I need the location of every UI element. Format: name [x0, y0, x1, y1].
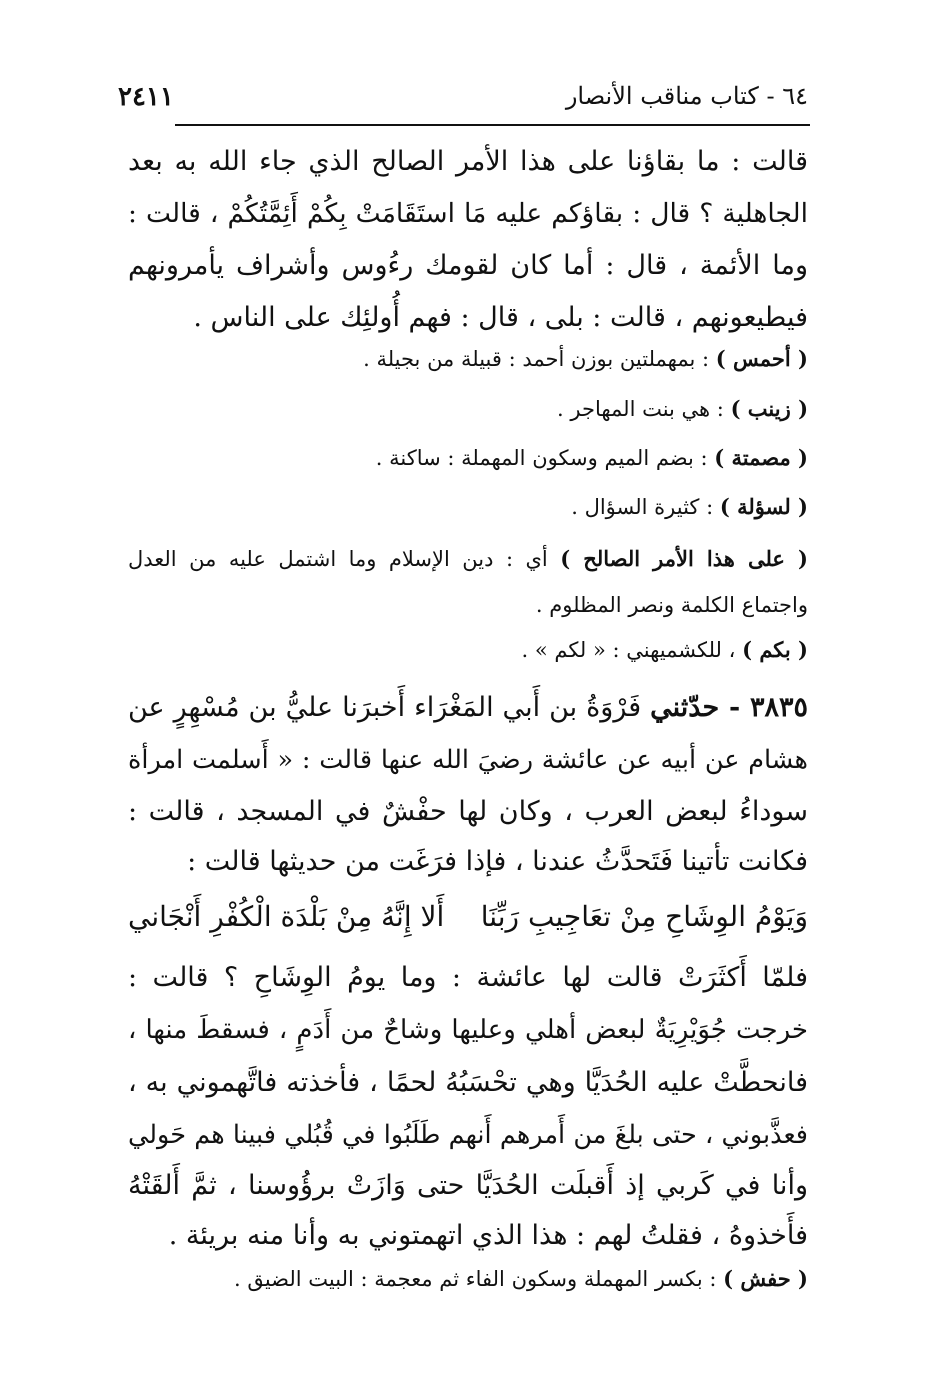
hadith-line: خرجت جُوَيْرِيَةٌ لبعض أهلي وعليها وشاحٌ من أَدَمٍ ، فسقطَ منها ،	[128, 1015, 808, 1045]
hadith-line	[128, 688, 808, 728]
note-text: واجتماع الكلمة ونصر المظلوم .	[535, 593, 808, 617]
hadith-line: هشام عن أبيه عن عائشة رضيَ الله عنها قالت : « أَسلمت امرأة	[128, 745, 808, 775]
chapter-title: ٦٤ - كتاب مناقب الأنصار	[565, 82, 808, 110]
note-term: ( لسؤلة )	[719, 494, 808, 519]
note-line	[571, 490, 808, 524]
note-line	[521, 633, 808, 667]
verse-second-hemistich: أَلا إِنَّهُ مِنْ بَلْدَة الْكُفْرِ أَنْجَاني	[128, 900, 445, 933]
note-text: : بمهملتين بوزن أحمد : قبيلة من بجيلة .	[363, 347, 716, 371]
note-term: ( حفش )	[723, 1266, 808, 1291]
hadith-line: فعذَّبوني ، حتى بلغَ من أَمرهم أَنهم طَلَبُوا في قُبُلي فبينا هم حَولي	[128, 1120, 808, 1150]
hadith-number: ٣٨٣٥ - حدّثني	[650, 692, 808, 723]
verse-first-hemistich: وَيَوْمُ الوِشَاحِ مِنْ تعَاجِيبِ رَبِّنَا	[480, 900, 808, 933]
text-line: قالت : ما بقاؤنا على هذا الأمر الصالح الذي جاء الله به بعد	[128, 146, 808, 177]
hadith-line: وأنا في كَربي إذ أَقبلَت الحُدَيَّا حتى وَازَتْ برؤُوسنا ، ثمَّ أَلقَتْهُ	[128, 1170, 808, 1201]
note-line	[557, 392, 808, 426]
note-term: ( على هذا الأمر الصالح )	[560, 546, 808, 571]
note-term: ( زينب )	[730, 396, 808, 421]
hadith-line: سوداءُ لبعض العرب ، وكان لها حفْشٌ في المسجد ، قالت :	[128, 796, 808, 827]
text-line: الجاهلية ؟ قال : بقاؤكم عليه مَا استَقَامَتْ بِكُمْ أَئِمَّتُكُمْ ، قالت :	[128, 198, 808, 229]
note-text: : كثيرة السؤال .	[571, 495, 720, 519]
note-text: أي : دين الإسلام وما اشتمل عليه من العدل	[128, 547, 561, 571]
page-number: ٢٤١١	[118, 82, 174, 112]
note-term: ( مصمتة )	[714, 445, 808, 470]
text-line: وما الأئمة ، قال : أما كان لقومك رءُوس وأشراف يأمرونهم	[128, 250, 808, 281]
note-line	[363, 342, 808, 376]
hadith-line: فأَخذوهُ ، فقلتُ لهم : هذا الذي اتهمتوني به وأنا منه بريئة .	[168, 1220, 808, 1251]
header-rule	[175, 124, 810, 126]
note-term: ( بكم )	[742, 637, 808, 662]
note-line	[376, 441, 808, 475]
note-line	[128, 542, 808, 576]
note-text: : بكسر المهملة وسكون الفاء ثم معجمة : البيت الضيق .	[233, 1267, 724, 1291]
note-line	[234, 1262, 808, 1296]
note-text: : بضم الميم وسكون المهملة : ساكنة .	[375, 446, 715, 470]
note-term: ( أحمس )	[715, 346, 808, 371]
text-line: فيطيعونهم ، قالت : بلى ، قال : فهم أُولئِك على الناس .	[193, 302, 808, 333]
hadith-line: فلمّا أَكثَرَتْ قالت لها عائشة : وما يومُ الوِشَاحِ ؟ قالت :	[128, 962, 808, 993]
page-header	[118, 82, 808, 118]
hadith-line: فكانت تأتينا فَتَحدَّثُ عندنا ، فإذا فرَغَت من حديثها قالت :	[187, 846, 808, 877]
note-text: ، للكشميهني : « لكم » .	[521, 638, 743, 662]
hadith-line: فانحطَّتْ عليه الحُدَيَّا وهي تحْسَبُهُ لحمًا ، فأخذته فاتَّهموني به ،	[128, 1067, 808, 1098]
hadith-text: فَرْوَةُ بن أَبي المَغْرَاء أَخبرَنا عليُّ بن مُسْهِرٍ عن	[128, 692, 651, 723]
note-text: : هي بنت المهاجر .	[557, 397, 731, 421]
note-line	[536, 588, 808, 622]
